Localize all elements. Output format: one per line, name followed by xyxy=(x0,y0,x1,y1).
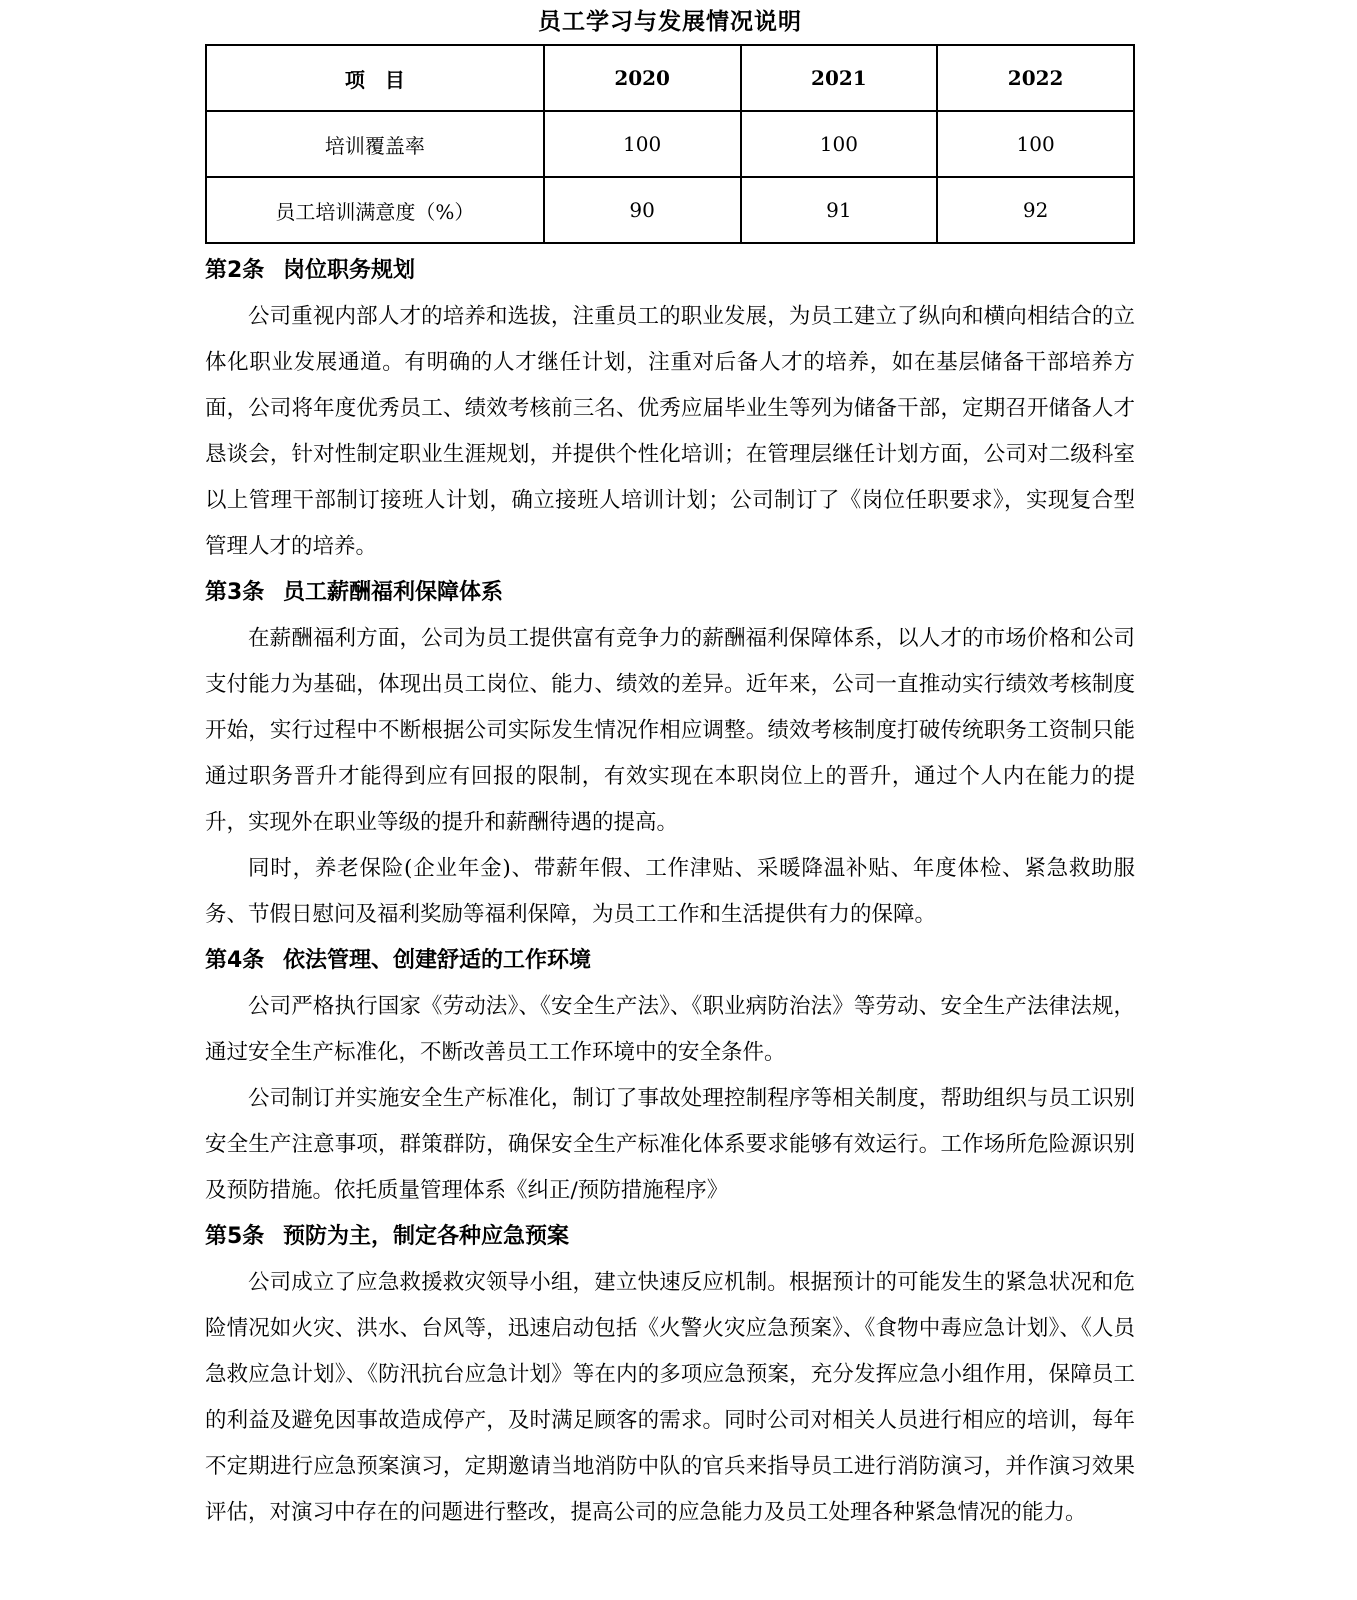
section-title: 预防为主，制定各种应急预案 xyxy=(283,1224,570,1249)
row-value: 92 xyxy=(937,177,1134,243)
row-value: 100 xyxy=(937,111,1134,177)
table-row xyxy=(206,177,1134,243)
table-header-row xyxy=(206,45,1134,111)
section-title: 岗位职务规划 xyxy=(283,258,416,283)
section-number: 第4条 xyxy=(205,948,265,973)
section-heading xyxy=(205,1214,1135,1260)
row-value: 100 xyxy=(544,111,741,177)
table-header-2020: 2020 xyxy=(544,45,741,111)
body-paragraph: 公司制订并实施安全生产标准化，制订了事故处理控制程序等相关制度，帮助组织与员工识别安全生产注意事项，群策群防，确保安全生产标准化体系要求能够有效运行。工作场所危险源识别及预防措施。依托质量管理体系《纠正/预防措施程序》 xyxy=(205,1086,1135,1203)
table-header-2022: 2022 xyxy=(937,45,1134,111)
body-paragraph: 在薪酬福利方面，公司为员工提供富有竞争力的薪酬福利保障体系，以人才的市场价格和公司支付能力为基础，体现出员工岗位、能力、绩效的差异。近年来，公司一直推动实行绩效考核制度开始，实行过程中不断根据公司实际发生情况作相应调整。绩效考核制度打破传统职务工资制只能通过职务晋升才能得到应有回报的限制，有效实现在本职岗位上的晋升，通过个人内在能力的提升，实现外在职业等级的提升和薪酬待遇的提高。 xyxy=(205,626,1135,835)
section-heading xyxy=(205,938,1135,984)
section-heading xyxy=(205,570,1135,616)
learning-development-table xyxy=(205,44,1135,244)
table-header-item: 项 目 xyxy=(206,45,544,111)
section-number: 第5条 xyxy=(205,1224,265,1249)
table-header-2021: 2021 xyxy=(741,45,938,111)
body-paragraph: 公司严格执行国家《劳动法》、《安全生产法》、《职业病防治法》等劳动、安全生产法律法规，通过安全生产标准化，不断改善员工工作环境中的安全条件。 xyxy=(205,994,1135,1065)
section-number: 第3条 xyxy=(205,580,265,605)
table-row xyxy=(206,111,1134,177)
body-paragraph: 同时，养老保险(企业年金)、带薪年假、工作津贴、采暖降温补贴、年度体检、紧急救助服务、节假日慰问及福利奖励等福利保障，为员工工作和生活提供有力的保障。 xyxy=(205,856,1135,927)
row-label: 员工培训满意度（%） xyxy=(206,177,544,243)
row-value: 90 xyxy=(544,177,741,243)
section-heading xyxy=(205,248,1135,294)
section-title: 依法管理、创建舒适的工作环境 xyxy=(283,948,592,973)
section-number: 第2条 xyxy=(205,258,265,283)
row-label: 培训覆盖率 xyxy=(206,111,544,177)
row-value: 100 xyxy=(741,111,938,177)
body-paragraph: 公司重视内部人才的培养和选拔，注重员工的职业发展，为员工建立了纵向和横向相结合的立体化职业发展通道。有明确的人才继任计划，注重对后备人才的培养，如在基层储备干部培养方面，公司将年度优秀员工、绩效考核前三名、优秀应届毕业生等列为储备干部，定期召开储备人才恳谈会，针对性制定职业生涯规划，并提供个性化培训；在管理层继任计划方面，公司对二级科室以上管理干部制订接班人计划，确立接班人培训计划；公司制订了《岗位任职要求》，实现复合型管理人才的培养。 xyxy=(205,304,1135,559)
row-value: 91 xyxy=(741,177,938,243)
document-sections xyxy=(205,248,1135,1536)
body-paragraph: 公司成立了应急救援救灾领导小组，建立快速反应机制。根据预计的可能发生的紧急状况和危险情况如火灾、洪水、台风等，迅速启动包括《火警火灾应急预案》、《食物中毒应急计划》、《人员急救应急计划》、《防汛抗台应急计划》等在内的多项应急预案，充分发挥应急小组作用，保障员工的利益及避免因事故造成停产，及时满足顾客的需求。同时公司对相关人员进行相应的培训，每年不定期进行应急预案演习，定期邀请当地消防中队的官兵来指导员工进行消防演习，并作演习效果评估，对演习中存在的问题进行整改，提高公司的应急能力及员工处理各种紧急情况的能力。 xyxy=(205,1270,1135,1525)
section-title: 员工薪酬福利保障体系 xyxy=(283,580,504,605)
document-title: 员工学习与发展情况说明 xyxy=(538,9,802,35)
